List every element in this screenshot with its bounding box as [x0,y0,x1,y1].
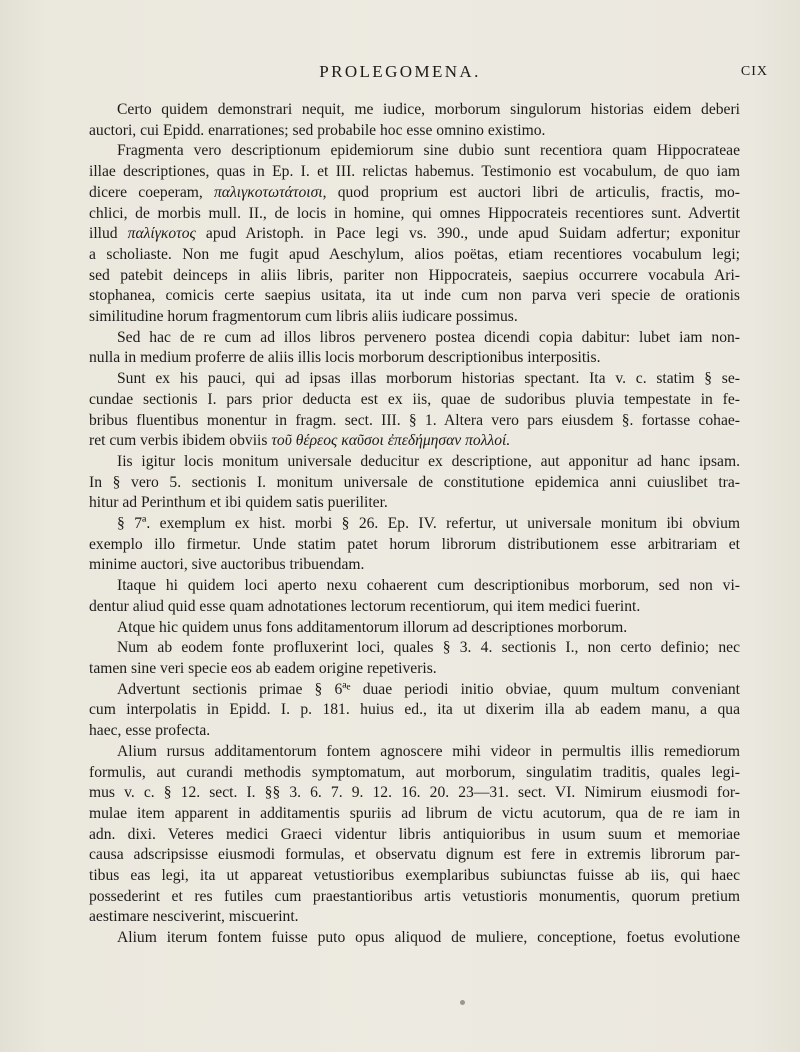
text-line [89,224,740,245]
text-line: aestimare nesciverint, miscuerint. [89,908,299,926]
text-line: mus v. c. § 12. sect. I. §§ 3. 6. 7. 9. 12. 16. 20. 23—31. sect. VI. Nimirum eiusmodi for- [89,784,740,802]
text-line: tibus eas legi, ita ut appareat vetustioribus exemplaribus subiunctas fuisse ab iis, qui haec [89,867,740,885]
text-line: possederint et res futiles cum praestantioribus artis vetustioris monumentis, quorum pretium [89,887,740,905]
text-line: hitur ad Perinthum et ibi quidem satis pueriliter. [89,494,388,512]
text-segment: illud [89,225,128,243]
text-line [89,183,740,204]
text-line: causa adscripsisse eiusmodi formulas, et observatu dignum est fere in extremis librorum par- [89,846,740,864]
text-line: In § vero 5. sectionis I. monitum universale de constitutione epidemica anni cuiuslibet tra- [89,473,740,491]
text-line: cum interpolatis in Epidd. I. p. 181. huius ed., ita ut dixerim illa ab eadem manu, a qua [89,701,740,719]
greek-phrase: τοῦ θέρεος καῦσοι ἐπεδήμησαν πολλοί. [271,432,511,450]
text-line: mulae item apparent in additamentis spuriis ad librum de victu acutorum, qua de re iam in [89,804,740,822]
text-line: adn. dixi. Veteres medici Graeci videntur libris antiquioribus in usum suum et memoriae [89,825,740,843]
text-line: a scholiaste. Non me fugit apud Aeschylum, alios poëtas, etiam recentiores vocabulum legi; [89,245,740,263]
text-line [89,431,740,452]
text-segment: apud Aristoph. in Pace legi vs. 390., unde apud Suidam adfertur; exponitur [195,225,740,243]
text-line: Itaque hi quidem loci aperto nexu cohaerent cum descriptionibus morborum, sed non vi- [117,577,740,595]
text-line: sed patebit deinceps in aliis libris, pariter non Hippocrateis, saepius occurrere vocabula Ari- [89,266,740,284]
text-segment: ret cum verbis ibidem obviis [89,432,272,450]
text-line: Atque hic quidem unus fons additamentorum illorum ad descriptiones morborum. [117,618,628,636]
page-header [0,62,800,86]
text-line: Sunt ex his pauci, qui ad ipsas illas morborum historias spectant. Ita v. c. statim § se- [117,370,740,388]
text-line: Sed hac de re cum ad illos libros pervenero postea dicendi copia dabitur: lubet iam non- [117,328,740,346]
running-title: PROLEGOMENA. [319,62,481,81]
greek-phrase: παλιγκοτωτάτοισι [214,183,323,201]
text-segment: , quod proprium est auctori libri de articulis, fractis, mo- [322,183,740,201]
text-line: Num ab eodem fonte profluxerint loci, quales § 3. 4. sectionis I., non certo definio; nec [117,639,740,657]
text-line: stophanea, comicis certe saepius usitata, ita ut inde cum non parva veri specie de orationis [89,287,740,305]
greek-phrase: παλίγκοτος [127,225,196,243]
text-line: Advertunt sectionis primae § 6ªᵉ duae periodi initio obviae, quum multum conveniant [117,680,740,698]
text-line: tamen sine veri specie eos ab eadem origine repetiveris. [89,659,437,677]
text-line: auctori, cui Epidd. enarrationes; sed probabile hoc esse omnino existimo. [89,121,546,139]
text-line: Alium iterum fontem fuisse puto opus aliquod de muliere, conceptione, foetus evolutione [117,929,740,947]
text-line: dentur aliud quid esse quam adnotationes lectorum recentiorum, qui item medici fuerint. [89,597,641,615]
text-line: Alium rursus additamentorum fontem agnoscere mihi videor in permultis illis remediorum [117,742,740,760]
text-line: Fragmenta vero descriptionum epidemiorum sine dubio sunt recentiora quam Hippocrateae [117,142,740,160]
text-line: formulis, aut curandi methodis symptomatum, aut morborum, singulatim traditis, quales legi- [89,763,740,781]
text-line: bribus fluentibus monentur in fragm. sect. III. § 1. Altera vero pars eiusdem §. fortasse cohae- [89,411,740,429]
text-segment: dicere coeperam, [89,183,214,201]
text-line: nulla in medium proferre de aliis illis locis morborum descriptionibus interpositis. [89,349,601,367]
body-text [89,100,740,949]
page-number: CIX [740,64,768,79]
text-line: Certo quidem demonstrari nequit, me iudice, morborum singulorum historias eidem deberi [117,101,740,118]
text-line: exemplo illo firmetur. Unde statim patet horum librorum distributionem esse arbitrariam et [89,535,740,553]
text-line: haec, esse profecta. [89,722,211,740]
text-line: Iis igitur locis monitum universale deducitur ex descriptione, aut apponitur ad hanc ipsam. [117,452,740,470]
text-line: minime auctori, sive auctoribus tribuendam. [89,556,365,574]
text-line: similitudine horum fragmentorum cum libris aliis iudicare possimus. [89,308,518,326]
text-line: cundae sectionis I. pars prior deducta est ex iis, quae de sudoribus pluvia tempestate in fe- [89,390,740,408]
ink-speck [460,1000,465,1005]
text-line: § 7ª. exemplum ex hist. morbi § 26. Ep. IV. refertur, ut universale monitum ibi obvium [117,515,740,533]
text-line: chlici, de morbis mull. II., de locis in homine, qui omnes Hippocrateis recentiores sunt. Advertit [89,204,740,222]
text-line: illae descriptiones, quas in Ep. I. et III. relictas habemus. Testimonio est vocabulum, de quo iam [89,163,740,181]
